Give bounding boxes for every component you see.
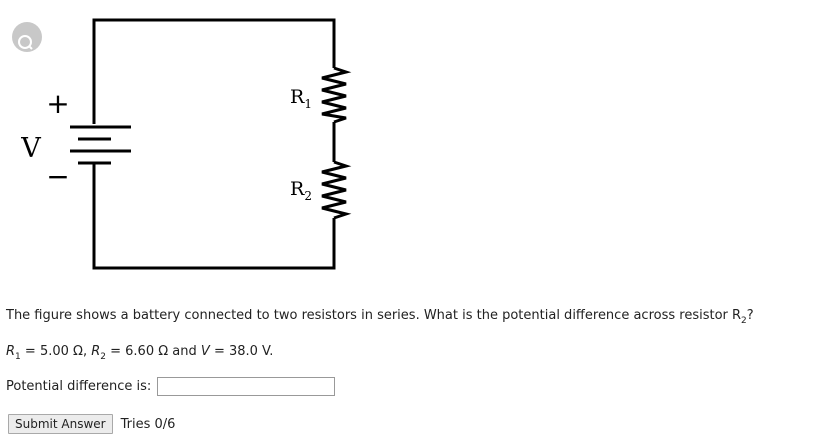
submit-answer-button[interactable]: Submit Answer <box>8 414 113 434</box>
answer-label: Potential difference is: <box>6 379 152 394</box>
answer-row <box>6 377 335 396</box>
question-text: The figure shows a battery connected to two resistors in series. What is the potential difference across resistor $R_2$? <box>6 308 754 326</box>
zoom-icon[interactable] <box>12 22 42 52</box>
negative-sign: − <box>46 160 70 193</box>
battery-label: V <box>21 133 41 164</box>
r1-label: $R_1$ <box>290 86 312 111</box>
battery-symbol <box>70 127 131 163</box>
given-values: $R_1 = 5.00$ Ω, $R_2 = 6.60$ Ω and V = 38.0 V. <box>6 344 274 362</box>
submit-row <box>8 414 175 434</box>
positive-sign: + <box>46 87 70 120</box>
tries-counter: Tries 0/6 <box>120 416 176 432</box>
resistor-r2 <box>322 162 346 218</box>
r2-label: $R_2$ <box>290 178 312 203</box>
answer-input[interactable] <box>157 377 335 396</box>
resistor-r1 <box>322 68 346 122</box>
circuit-wires <box>94 20 334 268</box>
